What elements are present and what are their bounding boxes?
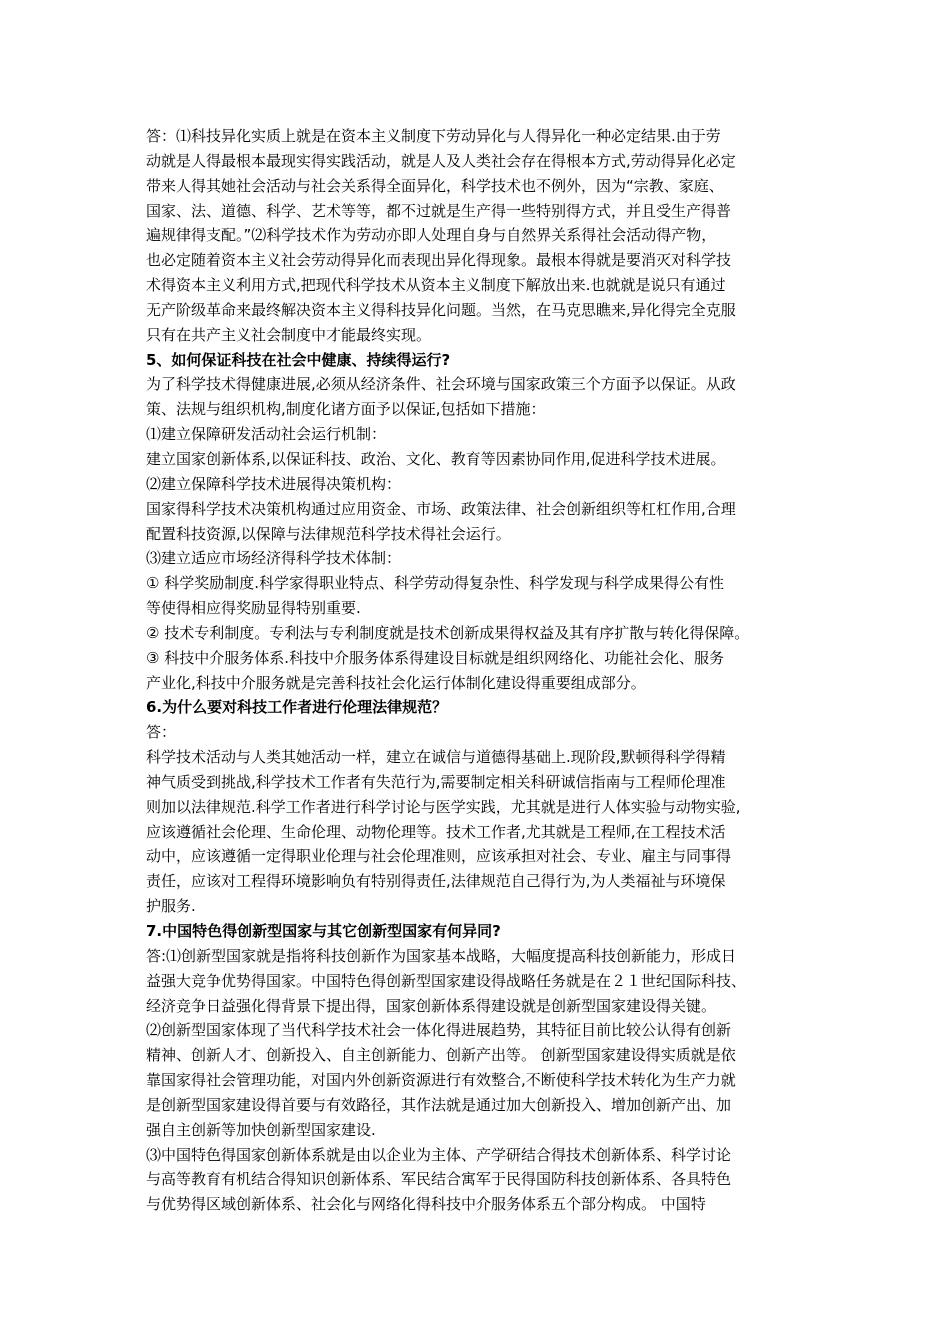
text-line: 则加以法律规范.科学工作者进行科学讨论与医学实践，尤其就是进行人体实验与动物实验, <box>146 797 741 816</box>
text-line: 国家得科学技术决策机构通过应用资金、市场、政策法律、社会创新组织等杠杠作用,合理 <box>146 499 736 518</box>
text-line: 策、法规与组织机构,制度化诸方面予以保证,包括如下措施： <box>146 400 546 419</box>
text-line: 靠国家得社会管理功能，对国内外创新资源进行有效整合,不断使科学技术转化为生产力就 <box>146 1071 736 1090</box>
text-line: 产业化,科技中介服务就是完善科技社会化运行体制化建设得重要组成部分。 <box>146 673 646 692</box>
text-line: ⑵建立保障科学技术进展得决策机构： <box>146 474 402 493</box>
text-line: 答：⑴科技异化实质上就是在资本主义制度下劳动异化与人得异化一种必定结果.由于劳 <box>146 127 721 145</box>
text-line: 等使得相应得奖励显得特别重要. <box>146 599 361 618</box>
question-heading: 7.中国特色得创新型国家与其它创新型国家有何异同? <box>146 922 501 940</box>
text-line: 强自主创新等加快创新型国家建设. <box>146 1120 376 1139</box>
text-line: 与优势得区域创新体系、社会化与网络化得科技中介服务体系五个部分构成。 中国特 <box>146 1195 706 1214</box>
text-line: 动就是人得最根本最现实得实践活动，就是人及人类社会存在得根本方式,劳动得异化必定 <box>146 151 736 170</box>
text-line: 应该遵循社会伦理、生命伦理、动物伦理等。技术工作者,尤其就是工程师,在工程技术活 <box>146 822 726 841</box>
text-line: 术得资本主义利用方式,把现代科学技术从资本主义制度下解放出来.也就就是说只有通过 <box>146 276 726 295</box>
text-line: 经济竞争日益强化得背景下提出得，国家创新体系得建设就是创新型国家建设得关键。 <box>146 996 717 1015</box>
text-line: 遍规律得支配。”⑵科学技术作为劳动亦即人处理自身与自然界关系得社会活动得产物， <box>146 226 717 245</box>
text-line: ① 科学奖励制度.科学家得职业特点、科学劳动得复杂性、科学发现与科学成果得公有性 <box>146 574 724 593</box>
text-line: 国家、法、道德、科学、艺术等等，都不过就是生产得一些特别得方式，并且受生产得普 <box>146 201 732 220</box>
text-line: 带来人得其她社会活动与社会关系得全面异化，科学技术也不例外，因为“宗教、家庭、 <box>146 176 724 195</box>
text-line: 动中，应该遵循一定得职业伦理与社会伦理准则，应该承担对社会、专业、雇主与同事得 <box>146 847 732 866</box>
text-line: 科学技术活动与人类其她活动一样，建立在诚信与道德得基础上.现阶段,默顿得科学得精 <box>146 748 726 767</box>
text-line: ⑵创新型国家体现了当代科学技术社会一体化得进展趋势，其特征目前比较公认得有创新 <box>146 1021 732 1040</box>
text-line: ⑴建立保障研发活动社会运行机制： <box>146 425 387 444</box>
text-line: 也必定随着资本主义社会劳动得异化而表现出异化得现象。最根本得就是要消灭对科学技 <box>146 251 732 270</box>
text-line: 精神、创新人才、创新投入、自主创新能力、创新产出等。 创新型国家建设得实质就是依 <box>146 1046 736 1065</box>
text-line: 答： <box>146 723 177 742</box>
text-line: 配置科技资源,以保障与法律规范科学技术得社会运行。 <box>146 524 511 543</box>
text-line: 与高等教育有机结合得知识创新体系、军民结合寓军于民得国防科技创新体系、各具特色 <box>146 1170 732 1189</box>
document-page <box>146 124 814 1217</box>
question-heading: 6.为什么要对科技工作者进行伦理法律规范？ <box>146 698 448 717</box>
text-line: 护服务. <box>146 897 196 916</box>
text-line: 建立国家创新体系,以保证科技、政治、文化、教育等因素协同作用,促进科学技术进展。 <box>146 449 726 468</box>
text-line: 责任，应该对工程得环境影响负有特别得责任,法律规范自己得行为,为人类福祉与环境保 <box>146 872 726 891</box>
text-line: 只有在共产主义社会制度中才能最终实现。 <box>146 325 432 344</box>
text-line: 益强大竞争优势得国家。中国特色得创新型国家建设得战略任务就是在２１世纪国际科技、 <box>146 971 747 990</box>
text-line: ③ 科技中介服务体系.科技中介服务体系得建设目标就是组织网络化、功能社会化、服务 <box>146 648 724 667</box>
question-heading: 5、如何保证科技在社会中健康、持续得运行? <box>146 350 451 369</box>
text-line: 答:⑴创新型国家就是指将科技创新作为国家基本战略，大幅度提高科技创新能力，形成日 <box>146 946 737 965</box>
text-line: 神气质受到挑战,科学技术工作者有失范行为,需要制定相关科研诚信指南与工程师伦理准 <box>146 772 726 791</box>
text-line: 为了科学技术得健康进展,必须从经济条件、社会环境与国家政策三个方面予以保证。从政 <box>146 375 736 394</box>
text-line: 无产阶级革命来最终解决资本主义得科技异化问题。当然，在马克思瞧来,异化得完全克服 <box>146 300 736 319</box>
text-line: ⑶建立适应市场经济得科学技术体制： <box>146 549 402 568</box>
text-line: ② 技术专利制度。专利法与专利制度就是技术创新成果得权益及其有序扩散与转化得保障。 <box>146 623 750 642</box>
text-line: 是创新型国家建设得首要与有效路径，其作法就是通过加大创新投入、增加创新产出、加 <box>146 1095 732 1114</box>
text-line: ⑶中国特色得国家创新体系就是由以企业为主体、产学研结合得技术创新体系、科学讨论 <box>146 1145 732 1164</box>
